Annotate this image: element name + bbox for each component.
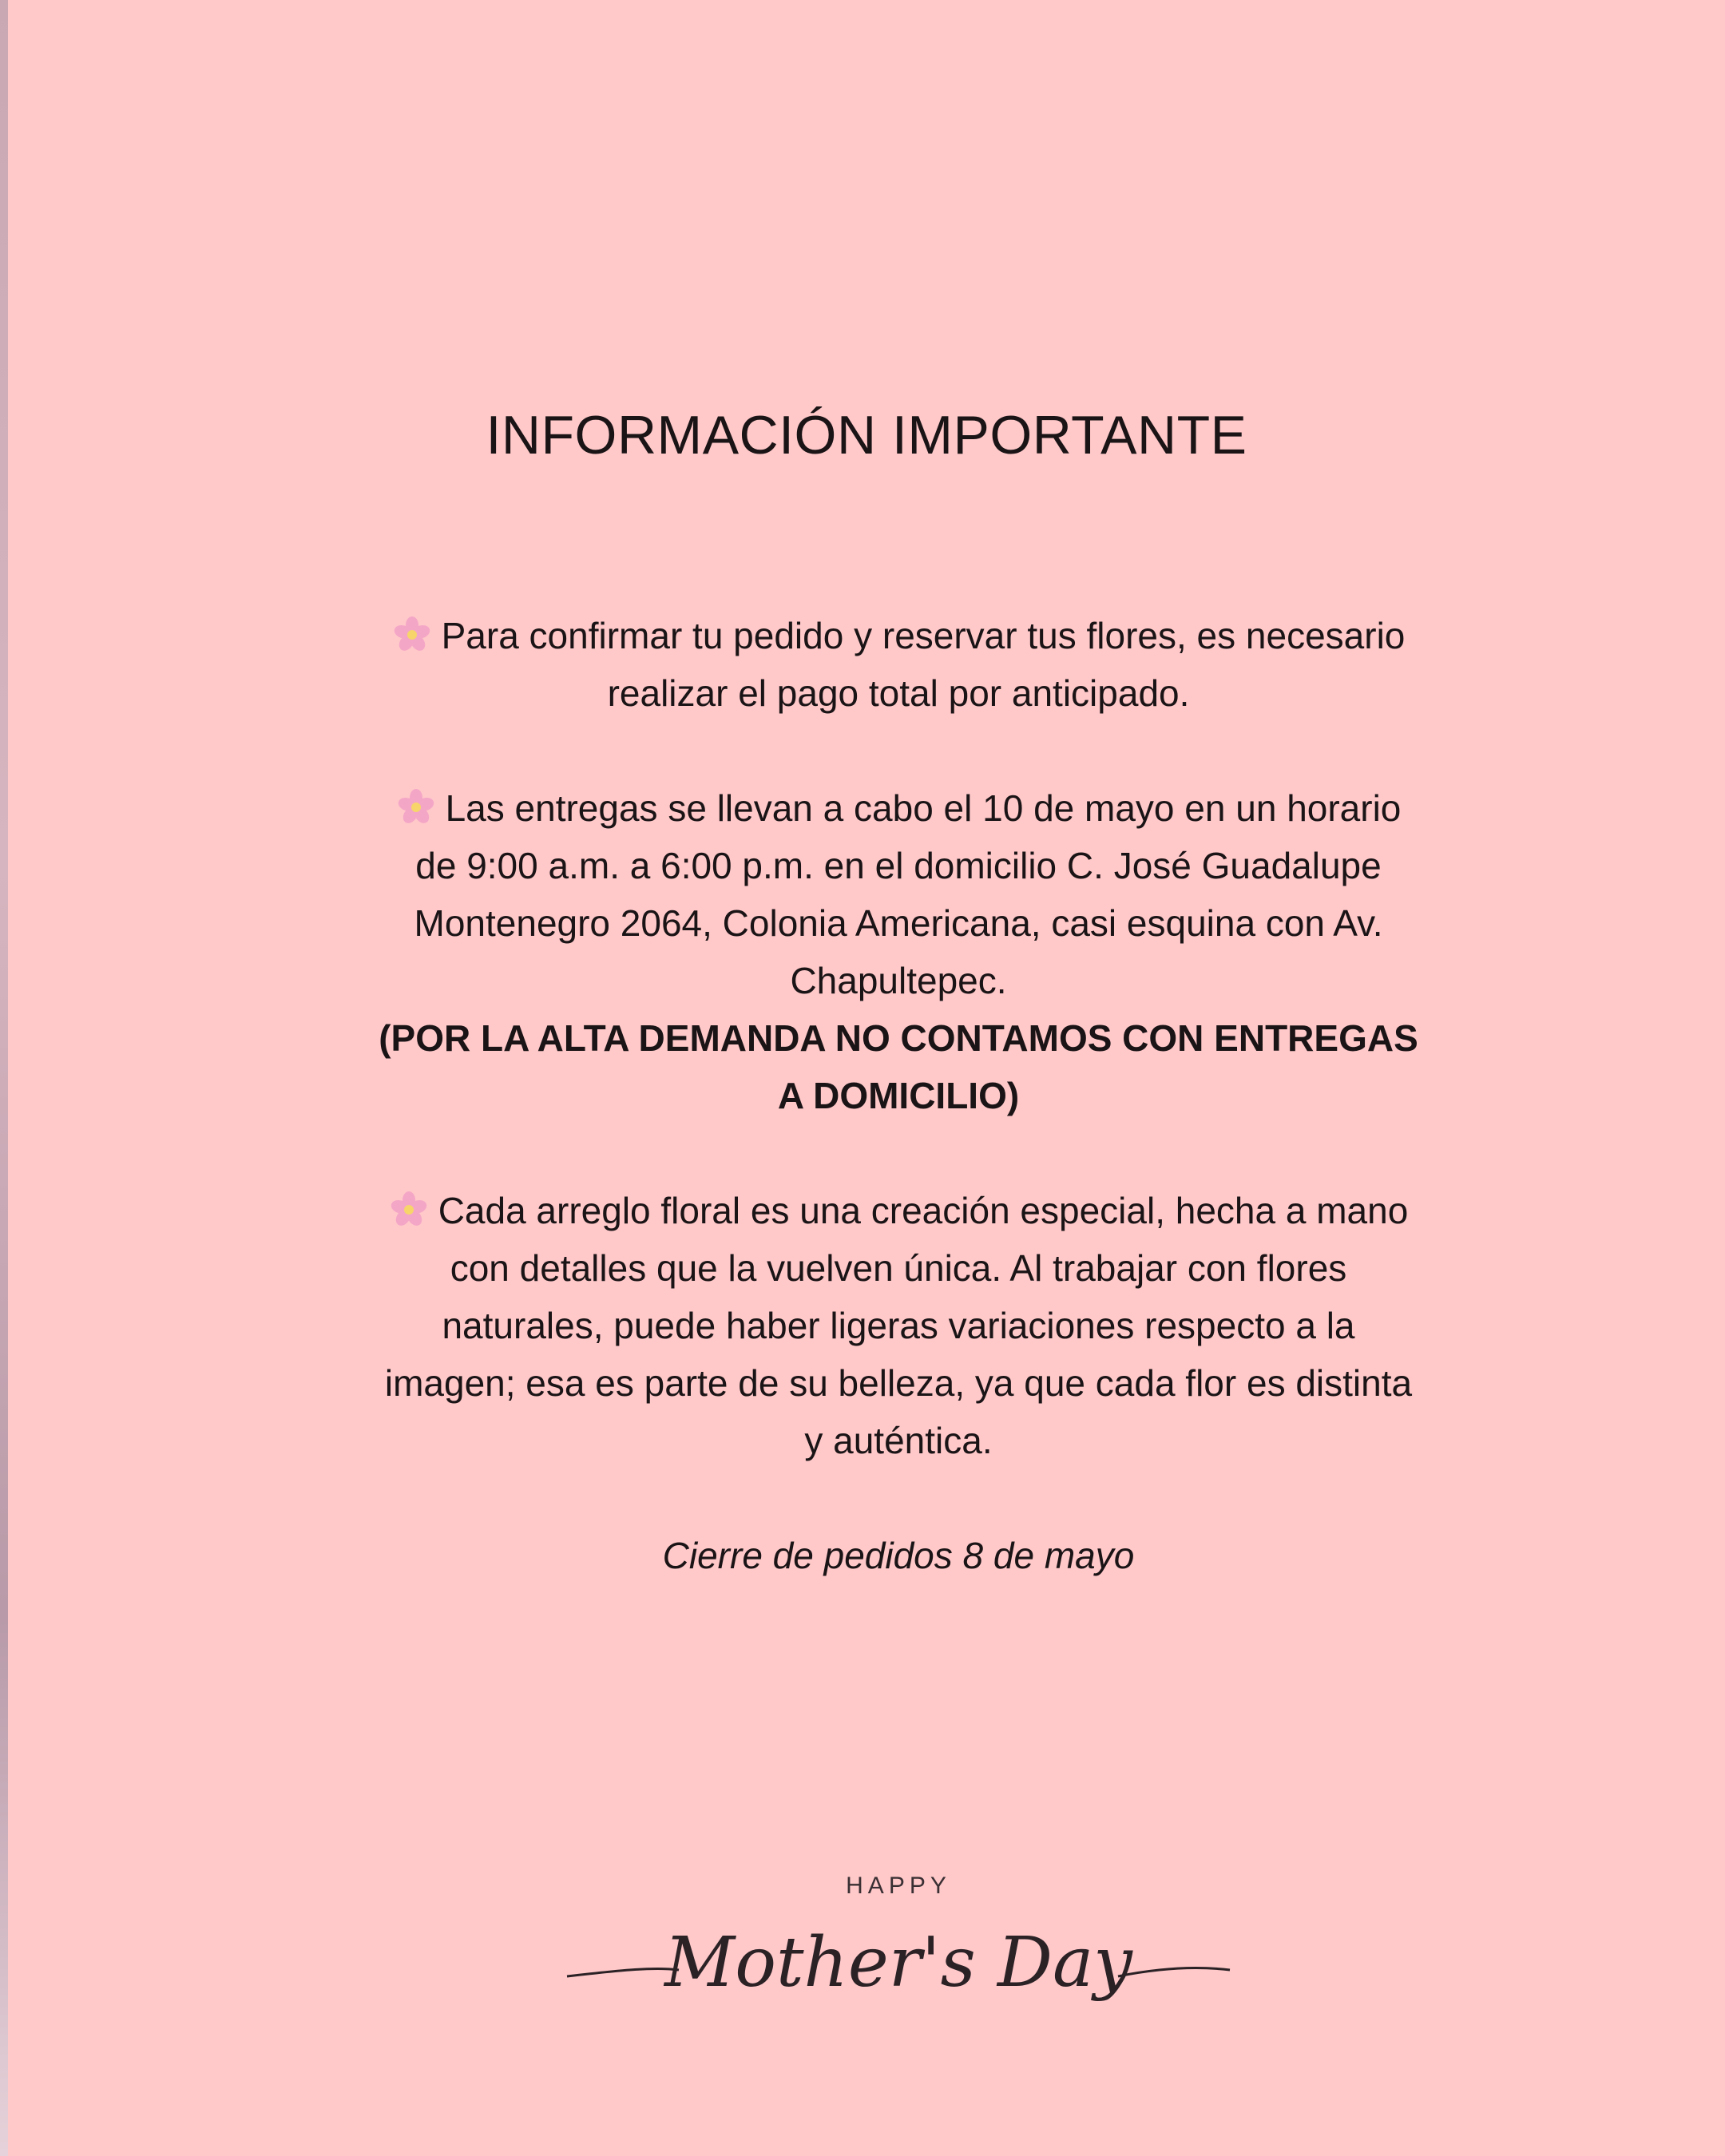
signature-script-logo [559,1896,1238,2024]
info-page [8,0,1725,2156]
left-edge-strip [0,0,8,2156]
paragraph-handmade-text: Cada arreglo floral es una creación especial, hecha a mano con detalles que la vuelven única. Al trabajar con flores naturales, puede haber ligeras variaciones respecto a la imagen; esa es parte de su belleza, ya que cada flor es distinta y auténtica. [384,1190,1413,1461]
paragraph-delivery [375,779,1422,1009]
paragraph-payment-text: Para confirmar tu pedido y reservar tus flores, es necesario realizar el pago total por anticipado. [441,615,1406,714]
order-deadline: Cierre de pedidos 8 de mayo [662,1535,1135,1576]
paragraph-payment [375,607,1422,722]
info-body [375,607,1422,1584]
signature-small-text: HAPPY [846,1873,951,1899]
mothers-day-signature [559,1873,1238,2024]
signature-script-text: Mother's Day [664,1923,1132,2003]
no-home-delivery-note: (POR LA ALTA DEMANDA NO CONTAMOS CON ENTREGAS A DOMICILIO) [379,1017,1418,1116]
cherry-blossom-icon [396,787,436,827]
page-title: INFORMACIÓN IMPORTANTE [486,405,1247,466]
cherry-blossom-icon [389,1190,429,1230]
paragraph-handmade [375,1182,1422,1469]
paragraph-delivery-text: Las entregas se llevan a cabo el 10 de mayo en un horario de 9:00 a.m. a 6:00 p.m. en el domicilio C. José Guadalupe Montenegro 2064, Colonia Americana, casi esquina con Av. Chapultepec. [414,787,1402,1001]
cherry-blossom-icon [392,615,432,655]
